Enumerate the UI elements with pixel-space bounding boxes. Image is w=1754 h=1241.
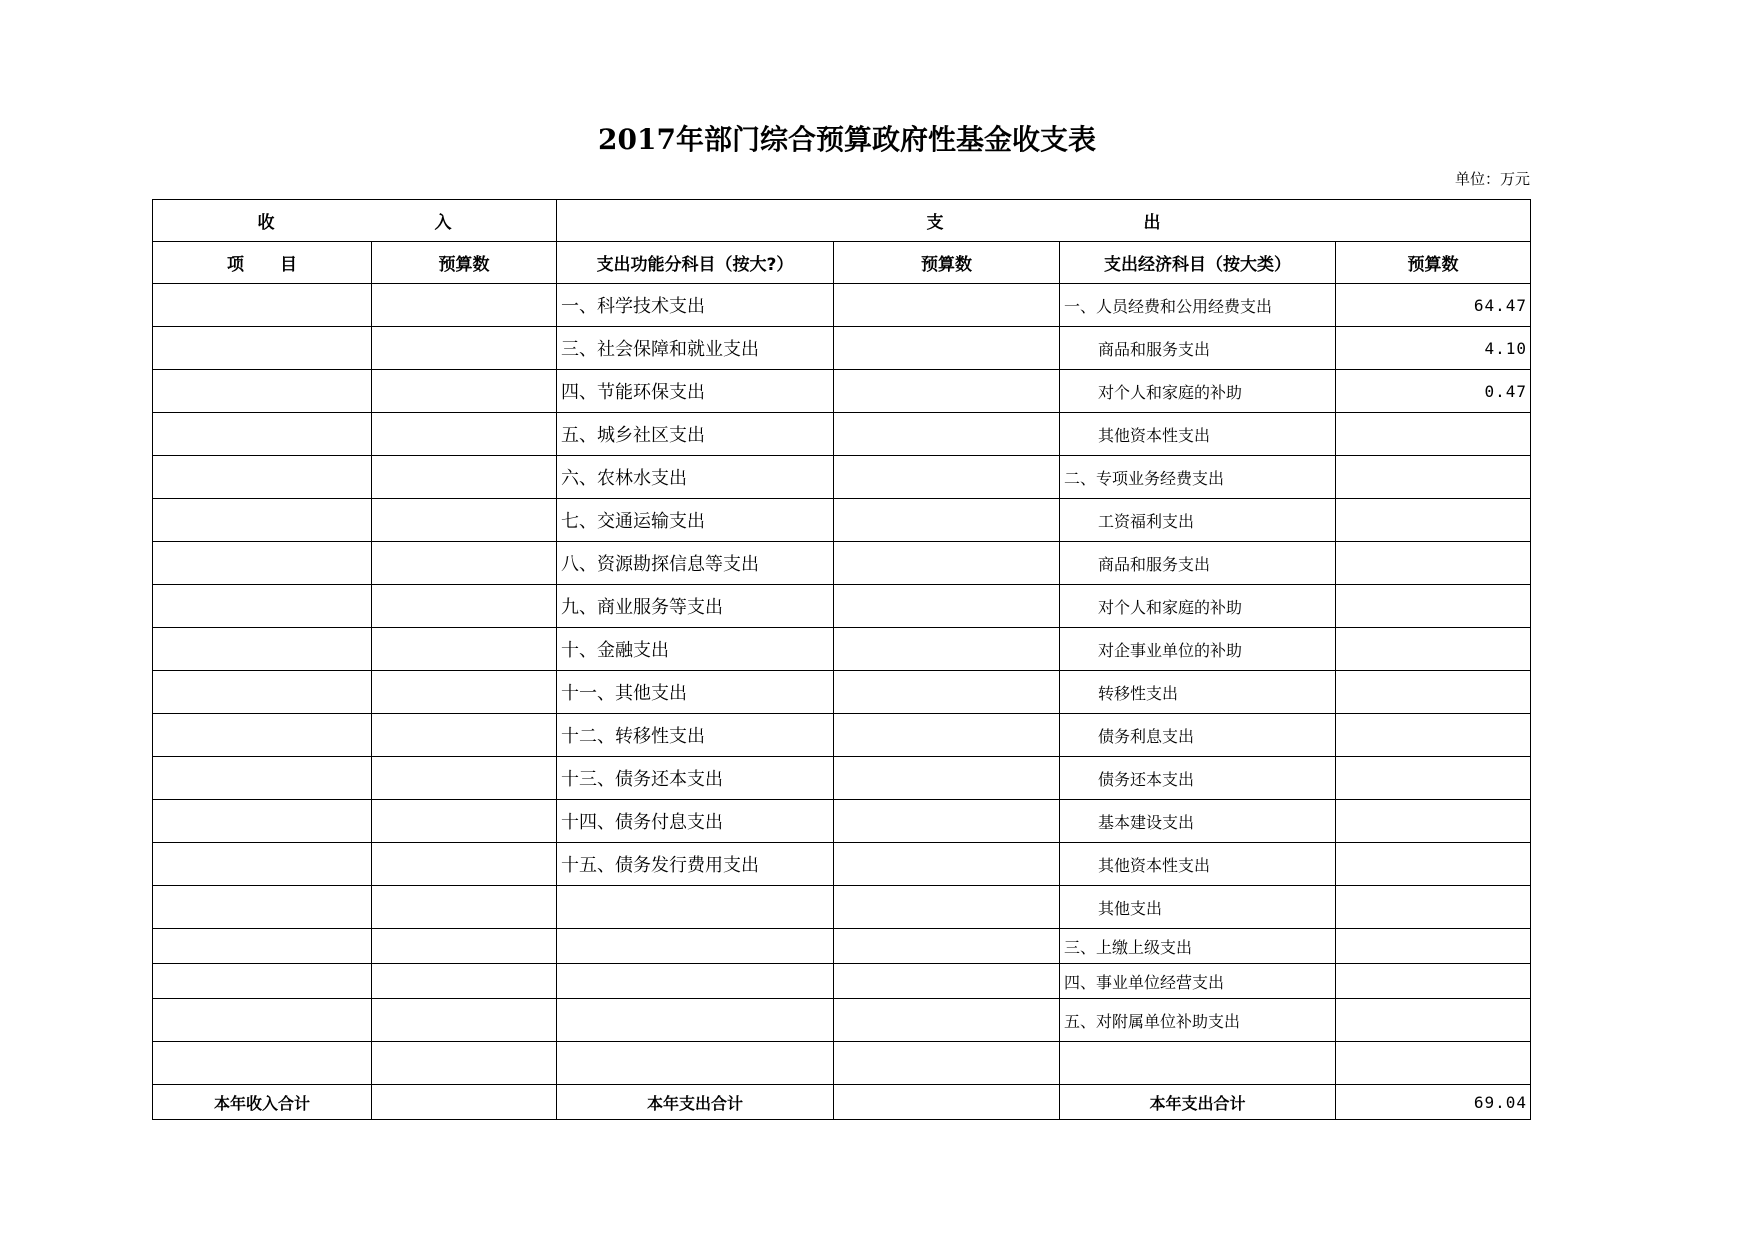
income-total-value [372, 1085, 557, 1120]
income-item-cell [153, 456, 372, 499]
income-item-cell [153, 413, 372, 456]
econ-budget-cell: 0.47 [1336, 370, 1531, 413]
income-budget-cell [372, 757, 557, 800]
income-budget-cell [372, 1042, 557, 1085]
table-row [153, 413, 1531, 456]
func-budget-cell [834, 714, 1060, 757]
income-budget-cell [372, 964, 557, 999]
income-item-cell [153, 886, 372, 929]
func-subject-cell [557, 1042, 834, 1085]
income-budget-cell [372, 585, 557, 628]
income-header [153, 200, 557, 242]
table-row [153, 499, 1531, 542]
income-budget-cell [372, 800, 557, 843]
income-budget-cell [372, 327, 557, 370]
econ-subject-cell: 基本建设支出 [1060, 800, 1336, 843]
income-budget-cell [372, 284, 557, 327]
econ-budget-cell [1336, 542, 1531, 585]
expense-header-char-2: 出 [1143, 213, 1161, 233]
income-item-cell [153, 929, 372, 964]
income-item-cell [153, 585, 372, 628]
func-budget-cell [834, 1042, 1060, 1085]
income-item-cell [153, 499, 372, 542]
header-row-sub [153, 242, 1531, 284]
func-subject-cell [557, 964, 834, 999]
econ-subject-cell: 其他资本性支出 [1060, 843, 1336, 886]
func-subject-cell [557, 886, 834, 929]
income-item-cell [153, 999, 372, 1042]
table-row [153, 585, 1531, 628]
func-budget-cell [834, 456, 1060, 499]
func-budget-cell [834, 886, 1060, 929]
func-subject-cell: 十三、债务还本支出 [557, 757, 834, 800]
econ-total-label: 本年支出合计 [1060, 1085, 1336, 1120]
econ-budget-cell [1336, 456, 1531, 499]
table-row [153, 327, 1531, 370]
econ-budget-cell [1336, 585, 1531, 628]
econ-subject-cell: 债务还本支出 [1060, 757, 1336, 800]
income-budget-cell [372, 413, 557, 456]
table-row [153, 628, 1531, 671]
totals-row [153, 1085, 1531, 1120]
func-budget-cell [834, 585, 1060, 628]
table-row [153, 370, 1531, 413]
income-header-char-2: 入 [434, 213, 452, 233]
func-budget-cell [834, 413, 1060, 456]
func-budget-cell [834, 800, 1060, 843]
econ-subject-cell [1060, 1042, 1336, 1085]
econ-subject-cell: 其他支出 [1060, 886, 1336, 929]
econ-budget-cell [1336, 628, 1531, 671]
func-subject-cell: 七、交通运输支出 [557, 499, 834, 542]
econ-subject-cell: 工资福利支出 [1060, 499, 1336, 542]
econ-subject-cell: 二、专项业务经费支出 [1060, 456, 1336, 499]
table-row [153, 714, 1531, 757]
econ-total-value: 69.04 [1336, 1085, 1531, 1120]
func-budget-cell [834, 999, 1060, 1042]
econ-subject-cell: 对企事业单位的补助 [1060, 628, 1336, 671]
income-item-cell [153, 964, 372, 999]
econ-budget-cell [1336, 671, 1531, 714]
func-budget-cell [834, 843, 1060, 886]
econ-subject-cell: 对个人和家庭的补助 [1060, 370, 1336, 413]
expense-header [557, 200, 1531, 242]
func-budget-cell [834, 757, 1060, 800]
income-budget-cell [372, 843, 557, 886]
table-row [153, 843, 1531, 886]
income-item-cell [153, 671, 372, 714]
func-budget-cell [834, 542, 1060, 585]
budget-table [152, 199, 1531, 1120]
func-budget-cell [834, 499, 1060, 542]
income-item-cell [153, 843, 372, 886]
func-subject-cell [557, 929, 834, 964]
econ-subject-cell: 对个人和家庭的补助 [1060, 585, 1336, 628]
table-row [153, 456, 1531, 499]
func-subject-cell: 八、资源勘探信息等支出 [557, 542, 834, 585]
func-subject-cell [557, 999, 834, 1042]
income-item-cell [153, 542, 372, 585]
func-subject-cell: 十四、债务付息支出 [557, 800, 834, 843]
unit-label: 单位：万元 [1454, 170, 1530, 188]
income-header-char-1: 收 [257, 213, 275, 233]
func-budget-cell [834, 628, 1060, 671]
func-subject-cell: 六、农林水支出 [557, 456, 834, 499]
table-row [153, 542, 1531, 585]
econ-subject-header: 支出经济科目（按大类） [1060, 242, 1336, 284]
page-title: 2017年部门综合预算政府性基金收支表 [598, 123, 1096, 156]
func-subject-cell: 一、科学技术支出 [557, 284, 834, 327]
econ-subject-cell: 商品和服务支出 [1060, 327, 1336, 370]
func-total-label: 本年支出合计 [557, 1085, 834, 1120]
econ-budget-cell [1336, 999, 1531, 1042]
econ-subject-cell: 一、人员经费和公用经费支出 [1060, 284, 1336, 327]
income-budget-cell [372, 628, 557, 671]
econ-budget-cell [1336, 714, 1531, 757]
table-row [153, 964, 1531, 999]
econ-budget-cell [1336, 413, 1531, 456]
econ-subject-cell: 三、上缴上级支出 [1060, 929, 1336, 964]
econ-budget-cell [1336, 843, 1531, 886]
econ-budget-cell [1336, 964, 1531, 999]
table-row [153, 284, 1531, 327]
table-row [153, 800, 1531, 843]
func-subject-cell: 十二、转移性支出 [557, 714, 834, 757]
income-item-cell [153, 327, 372, 370]
func-subject-cell: 五、城乡社区支出 [557, 413, 834, 456]
econ-subject-cell: 转移性支出 [1060, 671, 1336, 714]
table-row [153, 1042, 1531, 1085]
econ-budget-cell: 64.47 [1336, 284, 1531, 327]
func-budget-cell [834, 327, 1060, 370]
func-subject-cell: 九、商业服务等支出 [557, 585, 834, 628]
econ-budget-cell: 4.10 [1336, 327, 1531, 370]
income-item-cell [153, 1042, 372, 1085]
econ-budget-cell [1336, 800, 1531, 843]
econ-subject-cell: 其他资本性支出 [1060, 413, 1336, 456]
income-item-cell [153, 284, 372, 327]
func-budget-cell [834, 284, 1060, 327]
func-subject-cell: 十、金融支出 [557, 628, 834, 671]
func-subject-header: 支出功能分科目（按大?） [557, 242, 834, 284]
func-budget-cell [834, 964, 1060, 999]
income-total-label: 本年收入合计 [153, 1085, 372, 1120]
income-budget-cell [372, 886, 557, 929]
income-item-cell [153, 714, 372, 757]
income-budget-cell [372, 542, 557, 585]
table-row [153, 671, 1531, 714]
income-budget-cell [372, 714, 557, 757]
econ-budget-cell [1336, 886, 1531, 929]
func-subject-cell: 三、社会保障和就业支出 [557, 327, 834, 370]
econ-subject-cell: 债务利息支出 [1060, 714, 1336, 757]
income-budget-cell [372, 499, 557, 542]
econ-subject-cell: 五、对附属单位补助支出 [1060, 999, 1336, 1042]
table-row [153, 999, 1531, 1042]
econ-budget-cell [1336, 929, 1531, 964]
func-total-value [834, 1085, 1060, 1120]
func-budget-cell [834, 671, 1060, 714]
income-item-cell [153, 370, 372, 413]
func-subject-cell: 四、节能环保支出 [557, 370, 834, 413]
income-item-cell [153, 757, 372, 800]
func-budget-header: 预算数 [834, 242, 1060, 284]
income-budget-cell [372, 370, 557, 413]
income-budget-cell [372, 999, 557, 1042]
income-item-cell [153, 800, 372, 843]
func-budget-cell [834, 929, 1060, 964]
econ-budget-cell [1336, 757, 1531, 800]
item-header-char-1: 项 [227, 255, 244, 275]
item-header [153, 242, 372, 284]
income-budget-cell [372, 456, 557, 499]
income-item-cell [153, 628, 372, 671]
func-budget-cell [834, 370, 1060, 413]
table-row [153, 929, 1531, 964]
table-row [153, 886, 1531, 929]
income-budget-cell [372, 929, 557, 964]
income-budget-header: 预算数 [372, 242, 557, 284]
item-header-char-2: 目 [280, 255, 297, 275]
econ-budget-header: 预算数 [1336, 242, 1531, 284]
expense-header-char-1: 支 [926, 213, 944, 233]
econ-budget-cell [1336, 499, 1531, 542]
econ-budget-cell [1336, 1042, 1531, 1085]
income-budget-cell [372, 671, 557, 714]
econ-subject-cell: 四、事业单位经营支出 [1060, 964, 1336, 999]
econ-subject-cell: 商品和服务支出 [1060, 542, 1336, 585]
header-row-top [153, 200, 1531, 242]
func-subject-cell: 十一、其他支出 [557, 671, 834, 714]
table-row [153, 757, 1531, 800]
func-subject-cell: 十五、债务发行费用支出 [557, 843, 834, 886]
